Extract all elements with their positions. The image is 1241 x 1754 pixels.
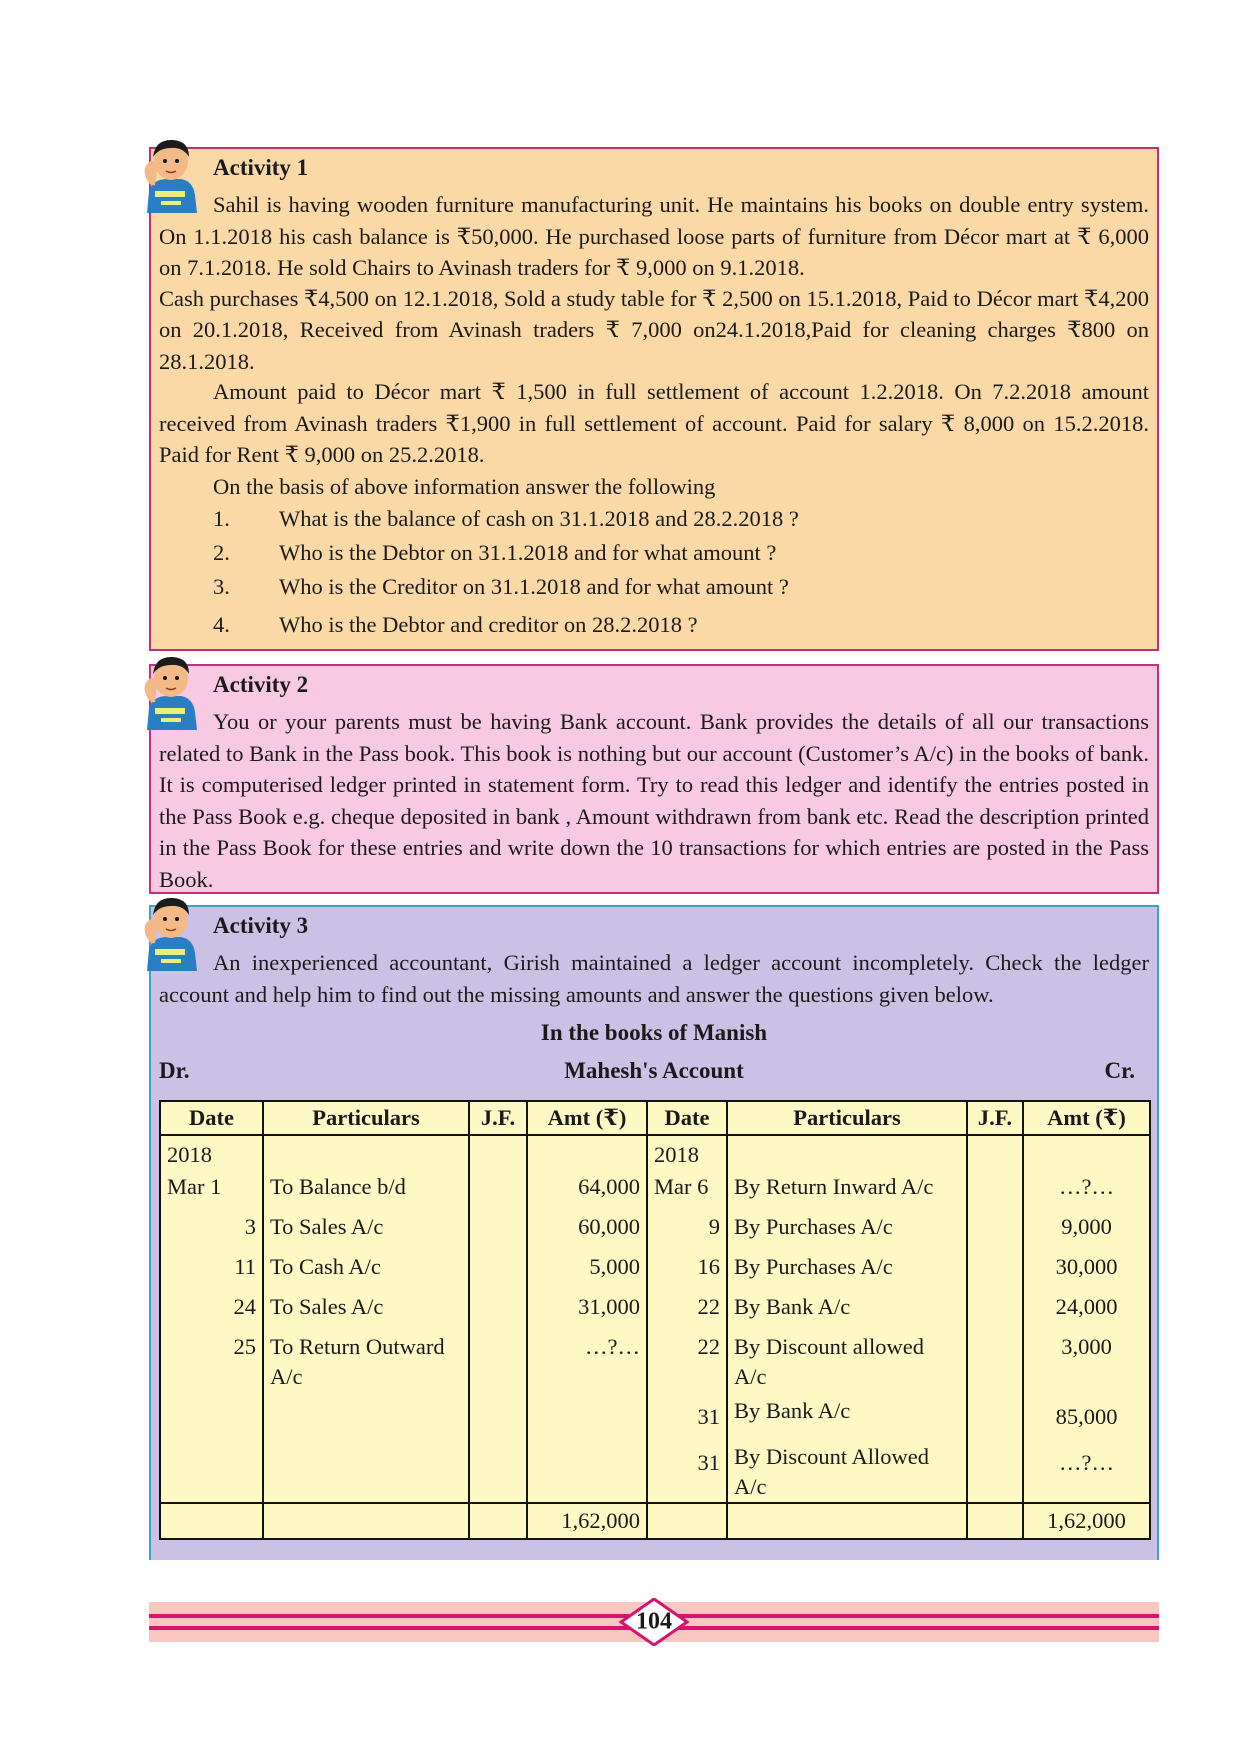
column-header: Amt (₹) (1023, 1101, 1150, 1135)
column-header: Particulars (727, 1101, 967, 1135)
activity-2-title: Activity 2 (213, 672, 309, 697)
activity-3-box (149, 905, 1159, 1560)
activity-1-paragraph-1: Sahil is having wooden furniture manufacturing unit. He maintains his books on double entry system. On 1.1.2018 his cash balance is ₹50,000. He purchased loose parts of furniture from Décor mart at ₹ 6,000 on 7.1.2018. He sold Chairs to Avinash traders for ₹ 9,000 on 9.1.2018. (159, 192, 1149, 280)
table-row: Mar 1 To Balance b/d 64,000 Mar 6 By Return Inward A/c …?… (160, 1172, 1150, 1212)
books-of-heading: In the books of Manish (540, 1020, 768, 1045)
activity-1-intro: On the basis of above information answer the following (213, 473, 716, 499)
activity-1-paragraph-2: Cash purchases ₹4,500 on 12.1.2018, Sold a study table for ₹ 2,500 on 15.1.2018, Paid to Décor mart ₹4,200 on 20.1.2018, Received from Avinash traders ₹ 7,000 on24.1.2018,Paid for cleaning charges ₹800 on 28.1.2018. (159, 285, 1149, 374)
table-row: 11 To Cash A/c 5,000 16 By Purchases A/c 30,000 (160, 1252, 1150, 1292)
credit-label: Cr. (1104, 1058, 1135, 1083)
account-name-heading: Mahesh's Account (564, 1058, 744, 1083)
ledger-table (159, 1100, 1151, 1540)
table-row: 31 By Discount Allowed A/c …?… (160, 1442, 1150, 1503)
column-header: Amt (₹) (527, 1101, 647, 1135)
activity-3-paragraph-1: An inexperienced accountant, Girish maintained a ledger account incompletely. Check the ledger account and help him to find out the missing amounts and answer the questions given below. (159, 950, 1149, 1007)
ledger-total-row: 1,62,000 1,62,000 (160, 1503, 1150, 1539)
table-row: 25 To Return Outward A/c …?… 22 By Discount allowed A/c 3,000 (160, 1332, 1150, 1396)
activity-3-title: Activity 3 (213, 913, 309, 938)
activity-2-box (149, 664, 1159, 894)
list-item: 1. What is the balance of cash on 31.1.2018 and 28.2.2018 ? (213, 506, 799, 531)
column-header: Particulars (263, 1101, 469, 1135)
page-footer (149, 1598, 1159, 1646)
ledger-header-row (160, 1101, 1150, 1135)
table-row: 3 To Sales A/c 60,000 9 By Purchases A/c 9,000 (160, 1212, 1150, 1252)
column-header: J.F. (469, 1101, 527, 1135)
activity-1-box (149, 147, 1159, 651)
activity-1-title: Activity 1 (213, 155, 309, 180)
column-header: Date (160, 1101, 263, 1135)
table-row: 24 To Sales A/c 31,000 22 By Bank A/c 24,000 (160, 1292, 1150, 1332)
activity-2-paragraph-1: You or your parents must be having Bank account. Bank provides the details of all our transactions related to Bank in the Pass book. This book is nothing but our account (Customer’s A/c) in the books of bank. It is computerised ledger printed in statement form. Try to read this ledger and identify the entries posted in the Pass Book e.g. cheque deposited in bank , Amount withdrawn from bank etc. Read the description printed in the Pass Book for these entries and write down the 10 transactions for which entries are posted in the Pass Book. (159, 709, 1149, 892)
activity-1-paragraph-3: Amount paid to Décor mart ₹ 1,500 in full settlement of account 1.2.2018. On 7.2.2018 amount received from Avinash traders ₹1,900 in full settlement of account. Paid for salary ₹ 8,000 on 15.2.2018. Paid for Rent ₹ 9,000 on 25.2.2018. (159, 379, 1149, 467)
activity-2-text (159, 706, 1149, 895)
column-header: J.F. (967, 1101, 1023, 1135)
activity-3-text (159, 947, 1149, 1010)
table-row: 31 By Bank A/c 85,000 (160, 1396, 1150, 1442)
activity-1-text (159, 189, 1149, 502)
page-number: 104 (636, 1608, 672, 1635)
list-item: 3. Who is the Creditor on 31.1.2018 and for what amount ? (213, 574, 789, 599)
list-item: 2. Who is the Debtor on 31.1.2018 and for what amount ? (213, 540, 777, 565)
column-header: Date (647, 1101, 727, 1135)
debit-label: Dr. (159, 1058, 190, 1083)
table-row: 2018 2018 (160, 1135, 1150, 1172)
list-item: 4. Who is the Debtor and creditor on 28.2.2018 ? (213, 612, 698, 637)
